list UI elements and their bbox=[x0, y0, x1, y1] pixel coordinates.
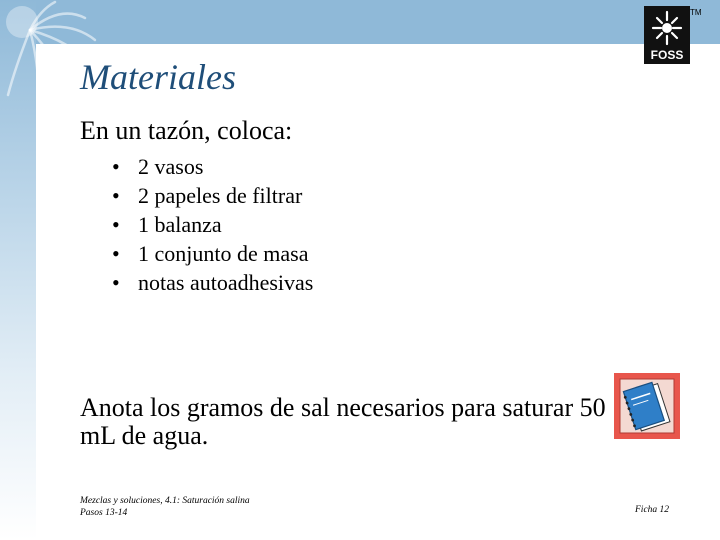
footer-course: Mezclas y soluciones, 4.1: Saturación salina bbox=[80, 496, 250, 506]
foss-logo-icon bbox=[644, 6, 690, 64]
list-item: • 2 vasos bbox=[112, 152, 313, 181]
materials-list bbox=[112, 152, 313, 297]
list-item: • 1 conjunto de masa bbox=[112, 239, 313, 268]
list-item: • 2 papeles de filtrar bbox=[112, 181, 313, 210]
logo-text: FOSS bbox=[650, 48, 684, 62]
footer-card-label: Ficha 12 bbox=[635, 505, 670, 515]
list-item: • notas autoadhesivas bbox=[112, 268, 313, 297]
list-item: • 1 balanza bbox=[112, 210, 313, 239]
intro-text: En un tazón, coloca: bbox=[80, 116, 293, 145]
trademark-label: TM bbox=[690, 8, 702, 17]
notebook-icon bbox=[614, 373, 680, 439]
footer-steps: Pasos 13-14 bbox=[80, 508, 128, 518]
footer-reference bbox=[80, 495, 250, 519]
slide-title: Materiales bbox=[80, 57, 236, 97]
task-text: Anota los gramos de sal necesarios para saturar 50 mL de agua. bbox=[80, 393, 606, 450]
